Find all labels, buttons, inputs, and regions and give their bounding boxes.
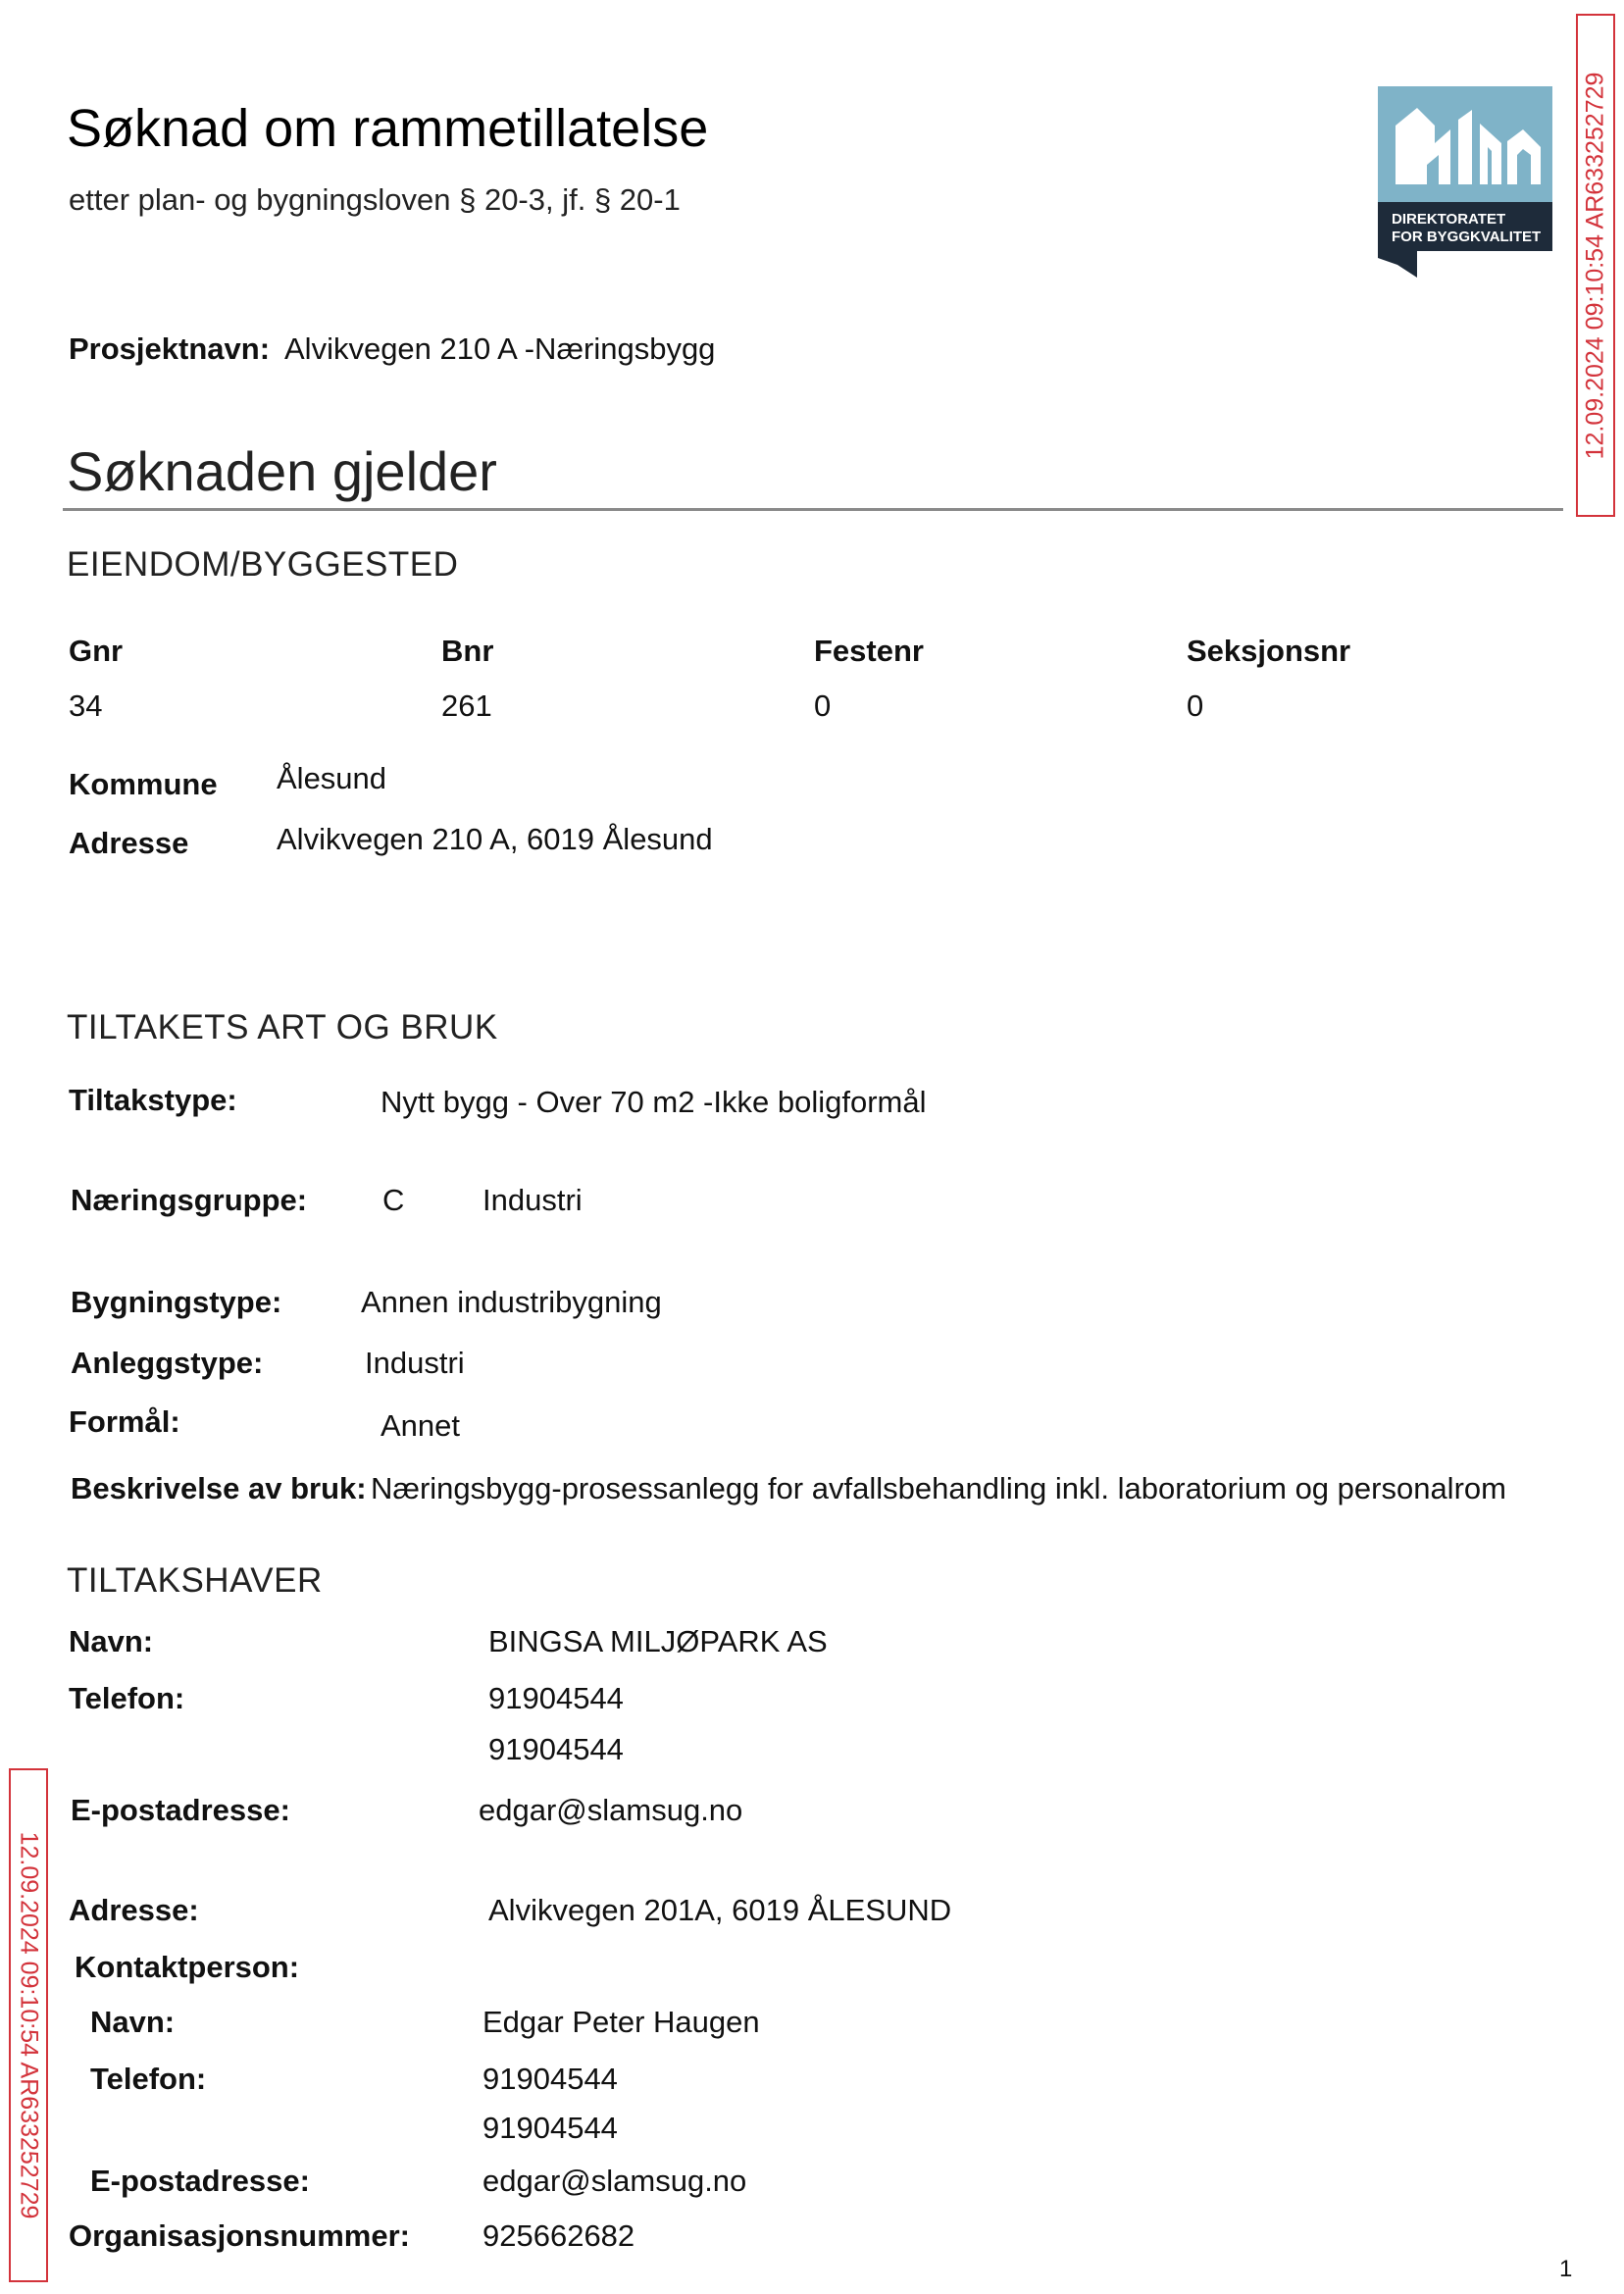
section-title: Søknaden gjelder <box>67 440 497 502</box>
kp-telefon-label: Telefon: <box>90 2062 207 2096</box>
project-value: Alvikvegen 210 A -Næringsbygg <box>284 331 716 366</box>
adresse-label: Adresse <box>69 826 189 860</box>
tiltakshaver-heading: TILTAKSHAVER <box>67 1561 323 1600</box>
anleggstype-value: Industri <box>365 1346 465 1380</box>
document-title: Søknad om rammetillatelse <box>67 99 709 158</box>
orgnr-value: 925662682 <box>482 2218 635 2253</box>
dibk-logo <box>1378 86 1552 278</box>
archive-stamp-left-text: 12.09.2024 09:10:54 AR633252729 <box>15 1831 43 2219</box>
kp-epost-label: E-postadresse: <box>90 2164 310 2198</box>
kontaktperson-label: Kontaktperson: <box>75 1950 300 1984</box>
gnr-value: 34 <box>69 688 103 723</box>
kp-navn-value: Edgar Peter Haugen <box>482 2005 760 2039</box>
adresse-value: Alvikvegen 210 A, 6019 Ålesund <box>277 822 713 856</box>
orgnr-label: Organisasjonsnummer: <box>69 2218 410 2253</box>
naeringsgruppe-code: C <box>382 1183 405 1217</box>
logo-line2: FOR BYGGKVALITET <box>1392 229 1542 245</box>
naeringsgruppe-value: Industri <box>482 1183 583 1217</box>
th-navn-label: Navn: <box>69 1624 154 1658</box>
formal-value: Annet <box>381 1408 461 1443</box>
th-telefon1-value: 91904544 <box>488 1681 624 1715</box>
festenr-label: Festenr <box>814 634 924 668</box>
bnr-label: Bnr <box>441 634 494 668</box>
tiltakstype-label: Tiltakstype: <box>69 1083 237 1117</box>
anleggstype-label: Anleggstype: <box>71 1346 264 1380</box>
th-adresse-label: Adresse: <box>69 1893 199 1927</box>
section-divider <box>63 508 1563 511</box>
kommune-value: Ålesund <box>277 761 387 795</box>
th-telefon2-value: 91904544 <box>488 1732 624 1766</box>
property-heading: EIENDOM/BYGGESTED <box>67 545 459 584</box>
beskrivelse-label: Beskrivelse av bruk: <box>71 1471 367 1505</box>
kp-telefon2-value: 91904544 <box>482 2111 618 2145</box>
tiltakstype-value: Nytt bygg - Over 70 m2 -Ikke boligformål <box>381 1085 927 1119</box>
th-navn-value: BINGSA MILJØPARK AS <box>488 1624 828 1658</box>
logo-line1: DIREKTORATET <box>1392 211 1506 228</box>
kp-epost-value: edgar@slamsug.no <box>482 2164 747 2198</box>
gnr-label: Gnr <box>69 634 124 668</box>
kp-telefon1-value: 91904544 <box>482 2062 618 2096</box>
beskrivelse-value: Næringsbygg-prosessanlegg for avfallsbehandling inkl. laboratorium og personalrom <box>371 1471 1506 1505</box>
archive-stamp-right-text: 12.09.2024 09:10:54 AR633252729 <box>1581 72 1609 459</box>
page-number: 1 <box>1559 2256 1573 2282</box>
festenr-value: 0 <box>814 688 832 723</box>
th-epost-value: edgar@slamsug.no <box>479 1793 743 1827</box>
naeringsgruppe-label: Næringsgruppe: <box>71 1183 308 1217</box>
th-adresse-value: Alvikvegen 201A, 6019 ÅLESUND <box>488 1893 952 1927</box>
dibk-logo-graphic <box>1378 86 1552 278</box>
th-telefon-label: Telefon: <box>69 1681 185 1715</box>
seksjonsnr-value: 0 <box>1187 688 1204 723</box>
archive-stamp-left <box>9 1768 48 2282</box>
document-subtitle: etter plan- og bygningsloven § 20-3, jf. § 20-1 <box>69 182 681 217</box>
kommune-label: Kommune <box>69 767 218 801</box>
th-epost-label: E-postadresse: <box>71 1793 290 1827</box>
bygningstype-value: Annen industribygning <box>361 1285 662 1319</box>
archive-stamp-right <box>1576 14 1615 517</box>
seksjonsnr-label: Seksjonsnr <box>1187 634 1351 668</box>
project-label: Prosjektnavn: <box>69 331 271 366</box>
bygningstype-label: Bygningstype: <box>71 1285 282 1319</box>
formal-label: Formål: <box>69 1404 180 1439</box>
tiltak-heading: TILTAKETS ART OG BRUK <box>67 1008 498 1046</box>
bnr-value: 261 <box>441 688 492 723</box>
kp-navn-label: Navn: <box>90 2005 176 2039</box>
